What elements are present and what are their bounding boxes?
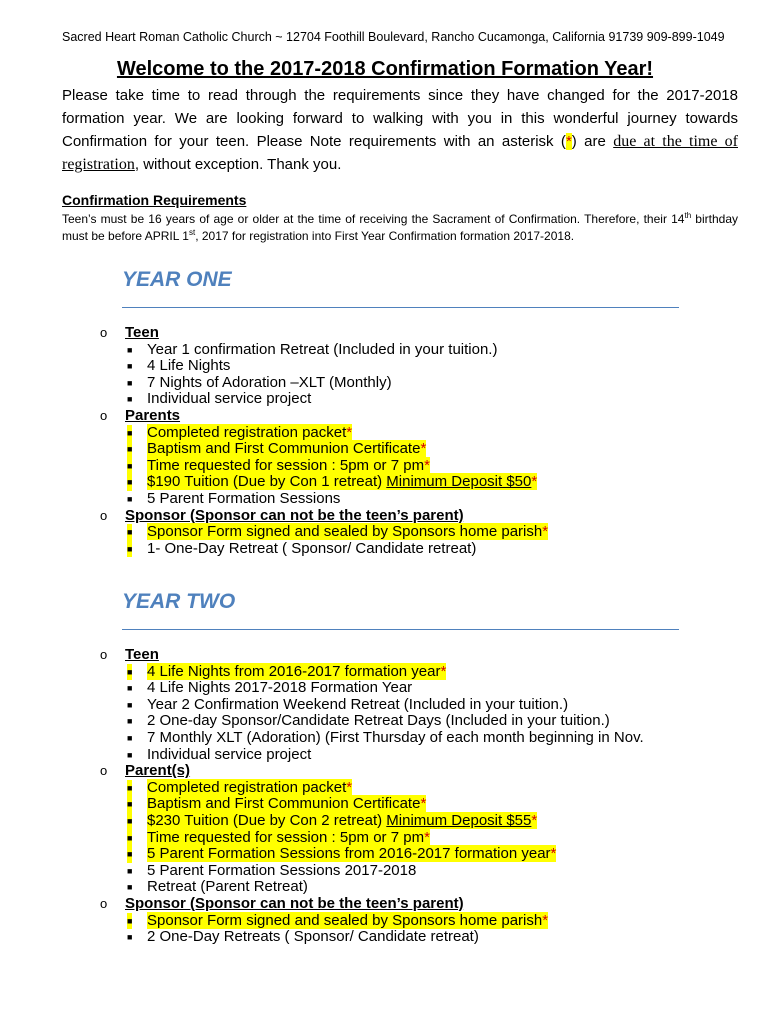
requirements-body xyxy=(62,209,738,243)
list-item xyxy=(100,747,740,764)
item-text xyxy=(147,812,537,829)
list-item xyxy=(100,491,740,508)
list-item xyxy=(100,358,740,375)
category-label: Teen xyxy=(125,646,159,663)
year-one-list xyxy=(100,325,740,557)
item-text-body: $230 Tuition (Due by Con 2 retreat) xyxy=(147,811,387,829)
item-text xyxy=(147,473,537,490)
list-item xyxy=(100,375,740,392)
list-item xyxy=(100,458,740,475)
list-item xyxy=(100,846,740,863)
requirements-sup-a: th xyxy=(684,211,692,220)
church-address-header: Sacred Heart Roman Catholic Church ~ 12704 Foothill Boulevard, Rancho Cucamonga, California 91739 909-899-1049 xyxy=(62,30,725,44)
circle-bullet-icon: o xyxy=(100,895,108,911)
square-bullet-icon: ■ xyxy=(127,913,132,930)
list-item xyxy=(100,524,740,541)
circle-bullet-icon: o xyxy=(100,647,108,662)
square-bullet-icon: ■ xyxy=(127,541,132,558)
circle-bullet-icon: o xyxy=(100,325,108,340)
category-label: Teen xyxy=(125,324,159,341)
list-item xyxy=(100,441,740,458)
square-bullet-icon: ■ xyxy=(127,524,132,541)
year-two-sponsor-category xyxy=(100,896,740,913)
item-text: 5 Parent Formation Sessions 2017-2018 xyxy=(147,861,417,879)
list-item xyxy=(100,713,740,730)
year-two-teen-category xyxy=(100,647,740,664)
square-bullet-icon: ■ xyxy=(127,425,132,442)
item-text-body: $190 Tuition (Due by Con 1 retreat) xyxy=(147,473,387,491)
item-text xyxy=(147,523,548,540)
intro-text-a: Please take time to read through the requirements since they have changed for the 2017-2018 formation year. We are looking forward to walking with you in this wonderful journey towards Confirmation for your teen. Please Note requirements with an asterisk ( xyxy=(62,87,738,150)
square-bullet-icon: ■ xyxy=(127,865,133,876)
list-item xyxy=(100,730,740,747)
circle-bullet-icon: o xyxy=(100,407,108,423)
item-text xyxy=(147,845,556,862)
square-bullet-icon: ■ xyxy=(127,830,132,847)
requirements-text-b: birthday must be before APRIL 1 xyxy=(62,212,738,243)
square-bullet-icon: ■ xyxy=(127,683,133,694)
item-text-body: Completed registration packet xyxy=(147,423,347,441)
required-asterisk: * xyxy=(531,473,538,491)
square-bullet-icon: ■ xyxy=(127,716,133,727)
list-item xyxy=(100,863,740,880)
intro-text-b: ) are xyxy=(571,133,614,150)
square-bullet-icon: ■ xyxy=(127,932,133,943)
square-bullet-icon: ■ xyxy=(127,796,132,813)
intro-asterisk: * xyxy=(565,133,572,150)
item-text xyxy=(147,440,426,457)
item-text xyxy=(147,795,426,812)
deposit-text: Minimum Deposit $50 xyxy=(386,473,532,491)
item-text: Retreat (Parent Retreat) xyxy=(147,878,308,896)
square-bullet-icon: ■ xyxy=(127,344,133,355)
year-two-list xyxy=(100,647,740,946)
requirements-text-c: , 2017 for registration into First Year Confirmation formation 2017-2018. xyxy=(195,229,575,243)
page-title: Welcome to the 2017-2018 Confirmation Formation Year! xyxy=(116,58,654,80)
list-item xyxy=(100,342,740,359)
item-text-body: Sponsor Form signed and sealed by Sponsors home parish xyxy=(147,911,543,929)
list-item xyxy=(100,664,740,681)
circle-bullet-icon: o xyxy=(100,507,108,523)
list-item xyxy=(100,680,740,697)
square-bullet-icon: ■ xyxy=(127,441,132,458)
list-item xyxy=(100,830,740,847)
square-bullet-icon: ■ xyxy=(127,377,133,388)
list-item xyxy=(100,913,740,930)
item-text-body: 5 Parent Formation Sessions from 2016-2017 formation year xyxy=(147,845,551,863)
item-text-body: Sponsor Form signed and sealed by Sponsors home parish xyxy=(147,523,543,541)
item-text: 4 Life Nights 2017-2018 Formation Year xyxy=(147,679,413,697)
item-text-body: Time requested for session : 5pm or 7 pm xyxy=(147,828,425,846)
list-item xyxy=(100,929,740,946)
required-asterisk: * xyxy=(346,423,353,441)
list-item xyxy=(100,813,740,830)
year-one-teen-category xyxy=(100,325,740,342)
square-bullet-icon: ■ xyxy=(127,361,133,372)
required-asterisk: * xyxy=(424,456,430,474)
category-label: Sponsor (Sponsor can not be the teen’s parent) xyxy=(125,894,464,912)
required-asterisk: * xyxy=(346,778,353,796)
requirements-text-a: Teen’s must be 16 years of age or older at the time of receiving the Sacrament of Confirmation. Therefore, their 14 xyxy=(62,212,685,226)
item-text xyxy=(147,663,446,680)
square-bullet-icon: ■ xyxy=(127,780,132,797)
item-text: 5 Parent Formation Sessions xyxy=(147,489,341,507)
list-item xyxy=(100,879,740,896)
list-item xyxy=(100,541,740,558)
square-bullet-icon: ■ xyxy=(127,699,133,710)
item-text xyxy=(147,457,430,474)
list-item xyxy=(100,391,740,408)
requirements-sup-b: st xyxy=(188,228,196,237)
intro-paragraph xyxy=(62,84,738,176)
deposit-text: Minimum Deposit $55 xyxy=(386,811,532,829)
item-text xyxy=(147,424,352,441)
square-bullet-icon: ■ xyxy=(127,458,132,475)
item-text-body: Completed registration packet xyxy=(147,778,347,796)
year-one-heading: YEAR ONE xyxy=(122,268,232,291)
category-label: Parents xyxy=(125,406,181,424)
item-text: 7 Monthly XLT (Adoration) (First Thursday of each month beginning in Nov. xyxy=(147,728,644,746)
intro-due-text: due at the time of registration xyxy=(62,133,738,173)
list-item xyxy=(100,425,740,442)
item-text: 2 One-day Sponsor/Candidate Retreat Days (Included in your tuition.) xyxy=(147,712,610,730)
item-text xyxy=(147,829,430,846)
item-text-body: Baptism and First Communion Certificate xyxy=(147,440,421,458)
required-asterisk: * xyxy=(550,845,557,863)
item-text: Year 2 Confirmation Weekend Retreat (Included in your tuition.) xyxy=(147,695,569,713)
item-text: 2 One-Day Retreats ( Sponsor/ Candidate retreat) xyxy=(147,928,479,946)
square-bullet-icon: ■ xyxy=(127,664,132,681)
year-two-divider xyxy=(122,629,679,630)
year-one-parents-category xyxy=(100,408,740,425)
square-bullet-icon: ■ xyxy=(127,732,133,743)
square-bullet-icon: ■ xyxy=(127,813,132,830)
list-item xyxy=(100,780,740,797)
item-text: 7 Nights of Adoration –XLT (Monthly) xyxy=(147,373,392,391)
item-text-body: Time requested for session : 5pm or 7 pm xyxy=(147,456,425,474)
required-asterisk: * xyxy=(420,440,427,458)
required-asterisk: * xyxy=(542,523,549,541)
required-asterisk: * xyxy=(440,662,447,680)
item-text-body: 4 Life Nights from 2016-2017 formation year xyxy=(147,662,441,680)
year-two-parents-category xyxy=(100,763,740,780)
item-text: 4 Life Nights xyxy=(147,357,231,375)
requirements-heading: Confirmation Requirements xyxy=(62,192,247,208)
intro-text-c: , without exception. Thank you. xyxy=(134,156,342,173)
list-item xyxy=(100,697,740,714)
item-text xyxy=(147,779,352,796)
item-text xyxy=(147,912,548,929)
category-label: Parent(s) xyxy=(125,762,191,780)
square-bullet-icon: ■ xyxy=(127,394,133,405)
item-text: Year 1 confirmation Retreat (Included in your tuition.) xyxy=(147,340,498,358)
year-one-divider xyxy=(122,307,679,308)
required-asterisk: * xyxy=(531,811,538,829)
square-bullet-icon: ■ xyxy=(127,846,132,863)
item-text-body: Baptism and First Communion Certificate xyxy=(147,795,421,813)
list-item xyxy=(100,474,740,491)
circle-bullet-icon: o xyxy=(100,763,108,779)
item-text: 1- One-Day Retreat ( Sponsor/ Candidate retreat) xyxy=(147,539,477,557)
list-item xyxy=(100,796,740,813)
category-label: Sponsor (Sponsor can not be the teen’s parent) xyxy=(125,506,464,524)
required-asterisk: * xyxy=(420,795,427,813)
square-bullet-icon: ■ xyxy=(127,474,132,491)
square-bullet-icon: ■ xyxy=(127,493,133,504)
year-one-sponsor-category xyxy=(100,508,740,525)
item-text: Individual service project xyxy=(147,390,312,408)
item-text: Individual service project xyxy=(147,745,312,763)
year-two-heading: YEAR TWO xyxy=(122,590,236,613)
required-asterisk: * xyxy=(424,828,430,846)
square-bullet-icon: ■ xyxy=(127,882,133,893)
square-bullet-icon: ■ xyxy=(127,749,133,760)
required-asterisk: * xyxy=(542,911,549,929)
